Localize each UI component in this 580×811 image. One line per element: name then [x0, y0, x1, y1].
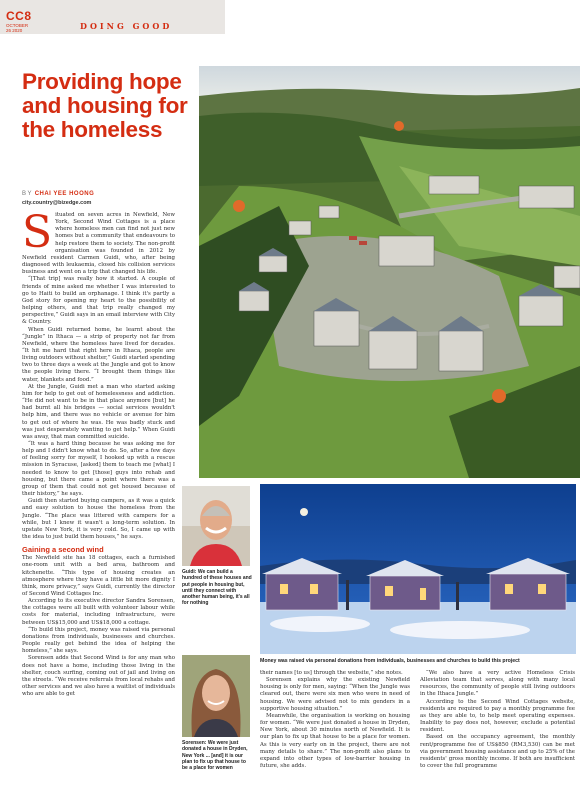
paragraph: “To build this project, money was raised via personal donations from individuals, businesses and churches. People really get behind the idea of helping the homeless,” she says.	[22, 626, 175, 655]
aerial-photo-cottages	[199, 66, 580, 478]
text-column-1	[22, 212, 175, 808]
paragraph: their names [to us] through the website,” she notes.	[260, 670, 403, 676]
night-photo-cottages	[260, 484, 576, 654]
section-title: DOING GOOD	[80, 21, 173, 31]
paragraph: Guidi then started buying campers, as it was a quick and easy solution to house the homeless from the Jungle. “The place was littered with campers for a while, but I knew it wasn't a long-term solution. In upstate New York, it is very cold. So, I came up with the idea to just build them houses,” he says.	[22, 498, 175, 541]
text-column-3	[420, 670, 575, 808]
text-column-2	[260, 670, 410, 808]
author-name: CHAI YEE HOONG	[34, 191, 95, 197]
paragraph: According to the Second Wind Cottages website, residents are required to pay a monthly programme fee as they are able to, to help meet operating expenses. Inability to pay does not, however, exclude a potential resident.	[420, 698, 575, 734]
paragraph: Based on the occupancy agreement, the monthly rent/programme fee of US$850 (RM3,530) can be met via government housing assistance and up to 25% of the residents' gross monthly income. If both are insufficient to cover the full programme	[420, 734, 575, 770]
caption-guidi: Guidi: We can build a hundred of these houses and put people in housing but, until they connect with another human being, it's all for nothing	[182, 569, 252, 607]
paragraph: “It was a hard thing because he was asking me for help and I didn't know what to do. So, after a few days of feeling sorry for myself, I hooked up with a rescue mission in Syracuse, [asked] them to teach me [what] I needed to know to get [those] guys into rehab and housing, but there came a point where there was a group of them that could not get housed because of their history,” he says.	[22, 441, 175, 498]
paragraph: When Guidi returned home, he learnt about the “Jungle” in Ithaca — a strip of property not far from Newfield, where the homeless have lived for decades. “It hit me hard that right here in Ithaca, people are living outdoors without shelter,” Guidi started spending two to three days a week at the Jungle and got to know the people living there. “I brought them things like water, blankets and food.”	[22, 326, 175, 383]
article-headline: Providing hope and housing for the homeless	[22, 69, 188, 142]
portrait-guidi	[182, 486, 250, 566]
lead-paragraph: Situated on seven acres in Newfield, New York, Second Wind Cottages is a place where homeless men can find not just new homes but a community that endeavours to help restore them to society. The non-profit organisation was founded in 2012 by Newfield resident Carmen Guidi, who, after being diagnosed with leukaemia, closed his collision services business and went on a trip that changed his life.	[22, 212, 175, 276]
paragraph: At the Jungle, Guidi met a man who started asking him for help to get out of homelessness and addiction. “He did not want to be in that place anymore [but] he had burnt all his bridges — social services wouldn't help him, and there was no vehicle or avenue for him to get out of where he was. He was badly stuck and was just desperately wanting to get help.” When Guidi was away, that man committed suicide.	[22, 383, 175, 440]
issue-date: OCTOBER 26 2020	[6, 23, 29, 33]
header-tab	[0, 0, 225, 34]
author-email: city.country@bizedge.com	[22, 200, 92, 206]
paragraph: According to its executive director Sandra Sorensen, the cottages were all built with volunteer labour while costs for material, including infrastructure, were between US$15,000 and US$18,000 a cottage.	[22, 598, 175, 626]
subheading: Gaining a second wind	[22, 545, 104, 555]
byline-prefix: BY	[22, 191, 34, 197]
paragraph: “[That trip] was really how it started. A couple of friends of mine asked me whether I was interested to go to Haiti to build an orphanage. I think it's partly a God story for opening my heart to the possibility of helping others, and that trip really changed my perspective,” Guidi says in an email interview with City & Country.	[22, 276, 175, 326]
drop-cap: S	[22, 212, 53, 258]
page-header	[0, 0, 580, 34]
paragraph: Meanwhile, the organisation is working on housing for women. “We were just donated a house in Dryden, New York, about 30 minutes north of Newfield. It is our plan to fix up that house to be a place for women. As this is very early on in the project, there are not many details to share.” The non-profit also plans to expand into other types of low-barrier housing in future, she adds.	[260, 712, 410, 770]
portrait-sorensen	[182, 655, 250, 737]
caption-sorensen: Sorensen: We were just donated a house in Dryden, New York ... [and] it is our plan to fix up that house to be a place for women	[182, 740, 248, 772]
caption-night-photo: Money was raised via personal donations from individuals, businesses and churches to build this project	[260, 658, 520, 664]
byline	[22, 191, 94, 197]
page-code: CC8	[6, 9, 32, 23]
paragraph: “We also have a very active Homeless Crisis Alleviation team that serves, along with many local resources, the community of people still living outdoors in the Ithaca Jungle.”	[420, 670, 575, 698]
paragraph: The Newfield site has 18 cottages, each a furnished one-room unit with a bed area, bathroom and kitchenette. “This type of housing creates an atmosphere where they have a little bit more dignity I think, more privacy,” says Guidi, currently the director of Second Wind Cottages Inc.	[22, 555, 175, 597]
paragraph: Sorensen adds that Second Wind is for any man who does not have a home, including those living in the shelter, couch surfing, coming out of jail and living on the streets. “We receive referrals from local rehabs and other services and we also have a waitlist of individuals who are able to get	[22, 655, 175, 698]
paragraph: Sorensen explains why the existing Newfield housing is only for men, saying: “When the Jungle was cleared out, there were six men who were in need of housing. We were advised not to mix genders in a supportive housing situation.”	[260, 677, 410, 712]
